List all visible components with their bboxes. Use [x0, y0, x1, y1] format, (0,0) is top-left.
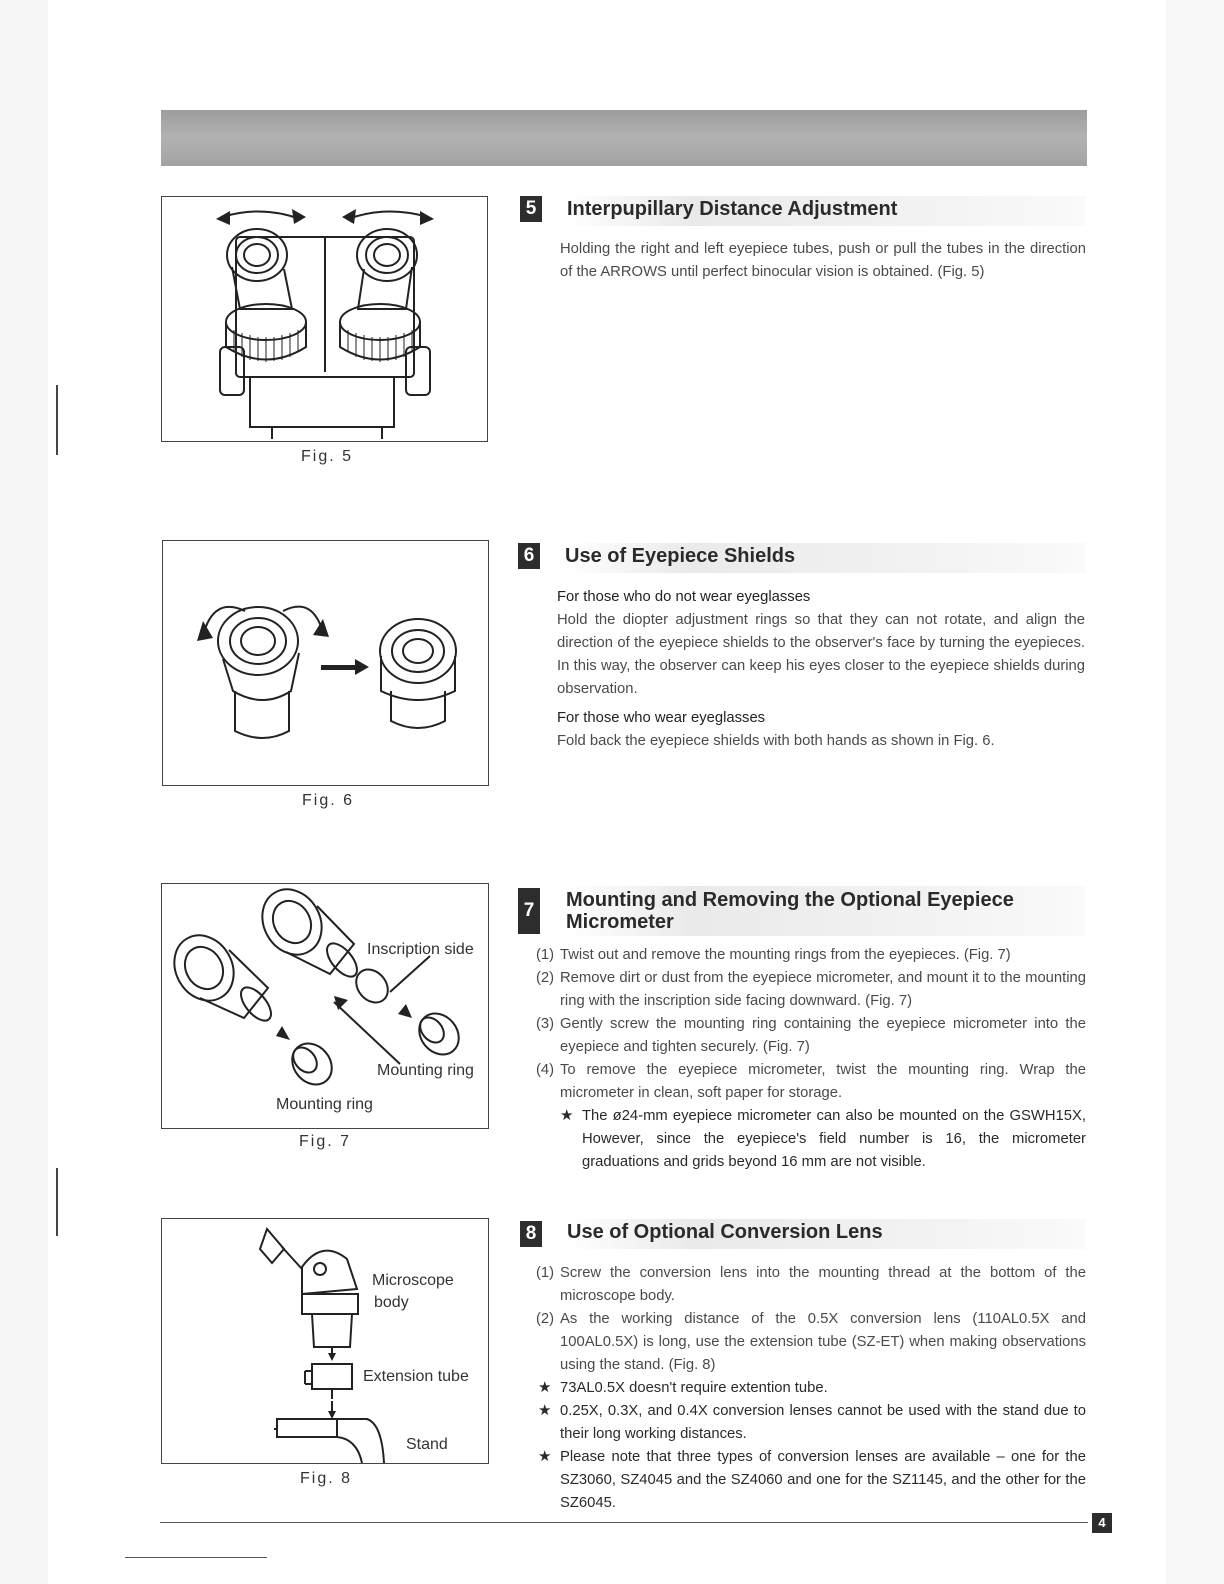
item-text: As the working distance of the 0.5X conversion lens (110AL0.5X and 100AL0.5X) is long, use the extension tube (SZ-ET) when making observations using the stand. (Fig. 8) — [560, 1311, 1086, 1373]
figure-7 — [161, 883, 489, 1129]
section-number-badge: 6 — [518, 543, 540, 569]
item-number: (3) — [536, 1016, 555, 1032]
section-6-heading — [520, 543, 1086, 573]
paragraph: Hold the diopter adjustment rings so that they can not rotate, and align the direction of the eyepiece shields to the observer's face by turning the eyepieces. In this way, the observer can keep his eyes closer to the eyepiece shields during observation. — [557, 612, 1085, 697]
item-text: Remove dirt or dust from the eyepiece micrometer, and mount it to the mounting ring with the inscription side facing downward. (Fig. 7) — [560, 970, 1086, 1009]
note-item — [538, 1446, 1086, 1515]
conversion-lens-illustration — [162, 1219, 488, 1463]
note-text: The ø24-mm eyepiece micrometer can also be mounted on the GSWH15X, However, since the eyepiece's field number is 16, the micrometer graduations and grids beyond 16 mm are not visible. — [582, 1108, 1086, 1170]
item-text: Gently screw the mounting ring containing the eyepiece micrometer into the eyepiece and tighten securely. (Fig. 7) — [560, 1016, 1086, 1055]
microscope-label: Microscope — [372, 1272, 454, 1289]
scan-mark — [56, 1168, 58, 1236]
list-item — [538, 1308, 1086, 1377]
list-item — [538, 1262, 1086, 1308]
item-text: Twist out and remove the mounting rings from the eyepieces. (Fig. 7) — [560, 947, 1011, 963]
figure-7-caption: Fig. 7 — [299, 1133, 352, 1150]
note-text: Please note that three types of conversion lenses are available – one for the SZ3060, SZ4045 and the SZ4060 and one for the SZ1145, and the other for the SZ6045. — [560, 1449, 1086, 1511]
section-title: Interpupillary Distance Adjustment — [567, 198, 898, 220]
list-item — [538, 1059, 1086, 1105]
figure-8-caption: Fig. 8 — [300, 1470, 353, 1487]
item-number: (1) — [536, 947, 555, 963]
section-number-badge: 7 — [518, 888, 540, 934]
star-icon: ★ — [538, 1449, 552, 1465]
list-item — [538, 944, 1086, 967]
section-5-heading — [520, 196, 1086, 226]
star-icon: ★ — [538, 1380, 552, 1396]
section-7-heading — [520, 886, 1086, 936]
section-8-body — [538, 1262, 1086, 1515]
eyepiece-shield-illustration — [163, 541, 488, 785]
note-text: 73AL0.5X doesn't require extention tube. — [560, 1380, 828, 1396]
section-title: Use of Eyepiece Shields — [565, 545, 796, 567]
stand-label: Stand — [406, 1436, 448, 1453]
figure-5-caption: Fig. 5 — [301, 448, 354, 465]
section-title: Use of Optional Conversion Lens — [567, 1221, 883, 1243]
mounting-ring-label: Mounting ring — [377, 1062, 474, 1079]
mounting-ring-label: Mounting ring — [276, 1096, 373, 1113]
note-item — [560, 1105, 1086, 1174]
item-number: (2) — [536, 970, 555, 986]
figure-5 — [161, 196, 488, 442]
left-page-edge — [0, 0, 48, 1584]
section-5-body — [560, 238, 1086, 284]
figure-8 — [161, 1218, 489, 1464]
note-item — [538, 1400, 1086, 1446]
section-8-heading — [520, 1219, 1086, 1249]
star-icon: ★ — [538, 1403, 552, 1419]
item-text: Screw the conversion lens into the mounting thread at the bottom of the microscope body. — [560, 1265, 1086, 1304]
section-title — [566, 889, 1014, 933]
item-number: (1) — [536, 1265, 555, 1281]
title-line: Mounting and Removing the Optional Eyepiece — [566, 889, 1014, 911]
eyepiece-micrometer-illustration — [162, 884, 488, 1128]
section-number-badge: 5 — [520, 196, 542, 222]
extension-tube-label: Extension tube — [363, 1368, 469, 1385]
section-6-body — [557, 586, 1085, 753]
page-number: 4 — [1092, 1513, 1112, 1533]
star-icon: ★ — [560, 1108, 574, 1124]
footer-rule — [160, 1522, 1088, 1523]
binocular-eyepiece-illustration — [162, 197, 487, 441]
scan-mark — [56, 385, 58, 455]
title-line: Micrometer — [566, 911, 674, 933]
list-item — [538, 967, 1086, 1013]
note-item — [538, 1377, 1086, 1400]
link-underline — [125, 1557, 267, 1558]
section-number-badge: 8 — [520, 1221, 542, 1247]
item-number: (2) — [536, 1311, 555, 1327]
paragraph: Holding the right and left eyepiece tubes, push or pull the tubes in the direction of the ARROWS until perfect binocular vision is obtained. (Fig. 5) — [560, 241, 1086, 280]
figure-6-caption: Fig. 6 — [302, 792, 355, 809]
right-page-edge — [1166, 0, 1224, 1584]
paragraph: Fold back the eyepiece shields with both hands as shown in Fig. 6. — [557, 733, 995, 749]
header-bar — [161, 110, 1087, 166]
body-label: body — [374, 1294, 409, 1311]
note-text: 0.25X, 0.3X, and 0.4X conversion lenses cannot be used with the stand due to their long working distances. — [560, 1403, 1086, 1442]
subheading: For those who wear eyeglasses — [557, 710, 766, 726]
item-text: To remove the eyepiece micrometer, twist the mounting ring. Wrap the micrometer in clean, soft paper for storage. — [560, 1062, 1086, 1101]
section-7-body — [538, 944, 1086, 1174]
subheading: For those who do not wear eyeglasses — [557, 589, 811, 605]
list-item — [538, 1013, 1086, 1059]
figure-6 — [162, 540, 489, 786]
inscription-side-label: Inscription side — [367, 941, 474, 958]
item-number: (4) — [536, 1062, 555, 1078]
